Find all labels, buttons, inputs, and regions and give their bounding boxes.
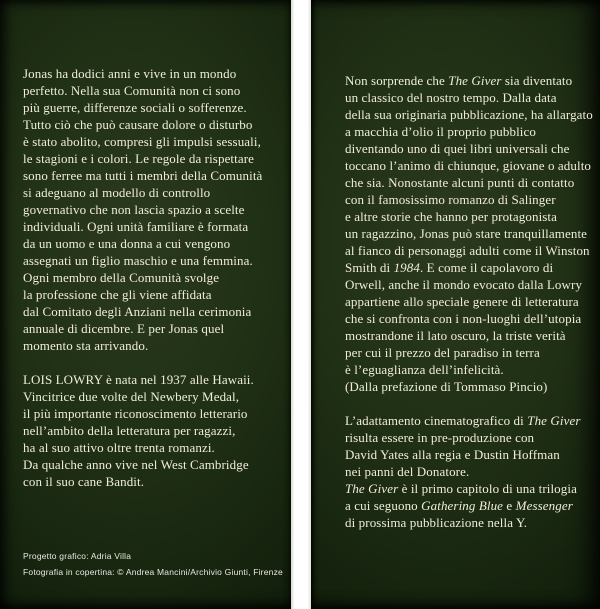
text-segment: Progetto grafico: Adria Villa — [23, 551, 132, 561]
text-segment: The Giver — [345, 481, 399, 496]
text-line — [345, 208, 593, 225]
text-segment: sia diventato — [501, 73, 573, 88]
text-segment: assegnati un figlio maschio e una femmina. — [23, 253, 253, 268]
right-flap — [311, 0, 600, 609]
text-line — [23, 65, 262, 82]
text-line — [23, 371, 254, 388]
text-line — [23, 388, 254, 405]
text-segment: Non sorprende che — [345, 73, 449, 88]
spine-gap — [291, 0, 311, 609]
text-segment: si adeguano al modello di controllo — [23, 185, 211, 200]
text-segment: Messenger — [515, 498, 573, 513]
text-segment: perfetto. Nella sua Comunità non ci sono — [23, 83, 241, 98]
text-segment: mostrandone il lato oscuro, la triste verità — [345, 328, 566, 343]
text-segment: un classico del nostro tempo. Dalla data — [345, 90, 557, 105]
text-line — [23, 252, 262, 269]
text-segment: Tutto ciò che può causare dolore o disturbo — [23, 117, 253, 132]
text-segment: per cui il prezzo del paradiso in terra — [345, 345, 540, 360]
text-line — [23, 82, 262, 99]
text-line — [23, 235, 262, 252]
text-line — [345, 480, 580, 497]
text-segment: il più importante riconoscimento letterario — [23, 406, 248, 421]
text-segment: L’adattamento cinematografico di — [345, 413, 528, 428]
text-segment: con il famosissimo romanzo di Salinger — [345, 192, 556, 207]
text-line — [23, 269, 262, 286]
text-line — [345, 412, 580, 429]
text-segment: dal Comitato degli Anziani nella cerimonia — [23, 304, 252, 319]
text-line — [345, 106, 593, 123]
text-line — [345, 191, 593, 208]
text-line — [23, 167, 262, 184]
text-line — [23, 320, 262, 337]
text-line — [345, 327, 593, 344]
text-segment: Vincitrice due volte del Newbery Medal, — [23, 389, 240, 404]
text-line — [23, 548, 283, 564]
text-segment: David Yates alla regia e Dustin Hoffman — [345, 447, 560, 462]
author-bio-paragraph — [23, 371, 254, 490]
preface-excerpt-paragraph — [345, 72, 593, 395]
text-line — [345, 497, 580, 514]
text-segment: al fianco di personaggi adulti come il Winston — [345, 243, 590, 258]
text-line — [23, 133, 262, 150]
text-line — [345, 242, 593, 259]
text-segment: Jonas ha dodici anni e vive in un mondo — [23, 66, 237, 81]
text-segment: con il suo cane Bandit. — [23, 474, 145, 489]
text-line — [345, 174, 593, 191]
text-line — [345, 140, 593, 157]
text-segment: Fotografia in copertina: © Andrea Mancini/Archivio Giunti, Firenze — [23, 567, 283, 577]
text-segment: 1984 — [393, 260, 420, 275]
text-segment: (Dalla prefazione di Tommaso Pincio) — [345, 379, 548, 394]
left-flap — [0, 0, 291, 609]
text-segment: a macchia d’olio il proprio pubblico — [345, 124, 536, 139]
text-segment: le stagioni e i colori. Le regole da rispettare — [23, 151, 255, 166]
text-segment: che si confronta con i non-luoghi dell’utopia — [345, 311, 582, 326]
text-line — [345, 225, 593, 242]
text-segment: governativo che non lascia spazio a scelte — [23, 202, 245, 217]
text-segment: più guerre, differenze sociali o sofferenze. — [23, 100, 247, 115]
text-segment: appartiene allo speciale genere di letteratura — [345, 294, 579, 309]
text-line — [345, 463, 580, 480]
film-adaptation-paragraph — [345, 412, 580, 531]
text-segment: e altre storie che hanno per protagonista — [345, 209, 558, 224]
text-segment: annuale di dicembre. E per Jonas quel — [23, 321, 225, 336]
text-line — [345, 361, 593, 378]
text-segment: la professione che gli viene affidata — [23, 287, 212, 302]
text-line — [345, 276, 593, 293]
text-segment: individuali. Ogni unità familiare è formata — [23, 219, 249, 234]
text-segment: ha al suo attivo oltre trenta romanzi. — [23, 440, 215, 455]
text-line — [23, 473, 254, 490]
text-segment: Gathering Blue — [421, 498, 504, 513]
text-line — [23, 337, 262, 354]
text-segment: toccano l’animo di chiunque, giovane o adulto — [345, 158, 592, 173]
text-line — [345, 89, 593, 106]
text-line — [345, 72, 593, 89]
text-line — [345, 446, 580, 463]
text-segment: sono ferree ma tutti i membri della Comunità — [23, 168, 263, 183]
text-segment: e — [503, 498, 516, 513]
text-line — [23, 201, 262, 218]
text-line — [23, 150, 262, 167]
text-line — [23, 405, 254, 422]
text-line — [345, 293, 593, 310]
text-line — [23, 456, 254, 473]
synopsis-paragraph — [23, 65, 262, 354]
text-line — [345, 259, 593, 276]
text-segment: LOIS LOWRY è nata nel 1937 alle Hawaii. — [23, 372, 254, 387]
text-segment: Da qualche anno vive nel West Cambridge — [23, 457, 249, 472]
text-line — [345, 429, 580, 446]
text-line — [345, 123, 593, 140]
text-segment: che sia. Nonostante alcuni punti di contatto — [345, 175, 575, 190]
text-line — [23, 439, 254, 456]
text-segment: nell’ambito della letteratura per ragazzi, — [23, 423, 236, 438]
text-segment: The Giver — [448, 73, 502, 88]
text-line — [23, 99, 262, 116]
text-segment: Smith di — [345, 260, 394, 275]
text-segment: . E come il capolavoro di — [419, 260, 554, 275]
text-segment: è il primo capitolo di una trilogia — [398, 481, 577, 496]
text-segment: da un uomo e una donna a cui vengono — [23, 236, 231, 251]
credits-text — [23, 548, 283, 580]
text-segment: risulta essere in pre-produzione con — [345, 430, 535, 445]
text-segment: è l’eguaglianza dell’infelicità. — [345, 362, 504, 377]
text-segment: un ragazzino, Jonas può stare tranquillamente — [345, 226, 588, 241]
text-segment: diventando uno di quei libri universali che — [345, 141, 570, 156]
text-line — [23, 286, 262, 303]
text-segment: The Giver — [527, 413, 581, 428]
text-line — [345, 344, 593, 361]
text-segment: Ogni membro della Comunità svolge — [23, 270, 220, 285]
text-line — [345, 157, 593, 174]
text-line — [23, 218, 262, 235]
text-segment: a cui seguono — [345, 498, 422, 513]
text-line — [345, 514, 580, 531]
text-line — [23, 564, 283, 580]
text-line — [345, 378, 593, 395]
text-line — [23, 303, 262, 320]
text-segment: nei panni del Donatore. — [345, 464, 470, 479]
text-segment: momento sta arrivando. — [23, 338, 149, 353]
text-line — [345, 310, 593, 327]
text-segment: della sua originaria pubblicazione, ha allargato — [345, 107, 593, 122]
text-line — [23, 184, 262, 201]
text-segment: è stato abolito, compresi gli impulsi sessuali, — [23, 134, 261, 149]
text-line — [23, 116, 262, 133]
text-segment: di prossima pubblicazione nella Y. — [345, 515, 528, 530]
text-segment: Orwell, anche il mondo evocato dalla Lowry — [345, 277, 583, 292]
text-line — [23, 422, 254, 439]
